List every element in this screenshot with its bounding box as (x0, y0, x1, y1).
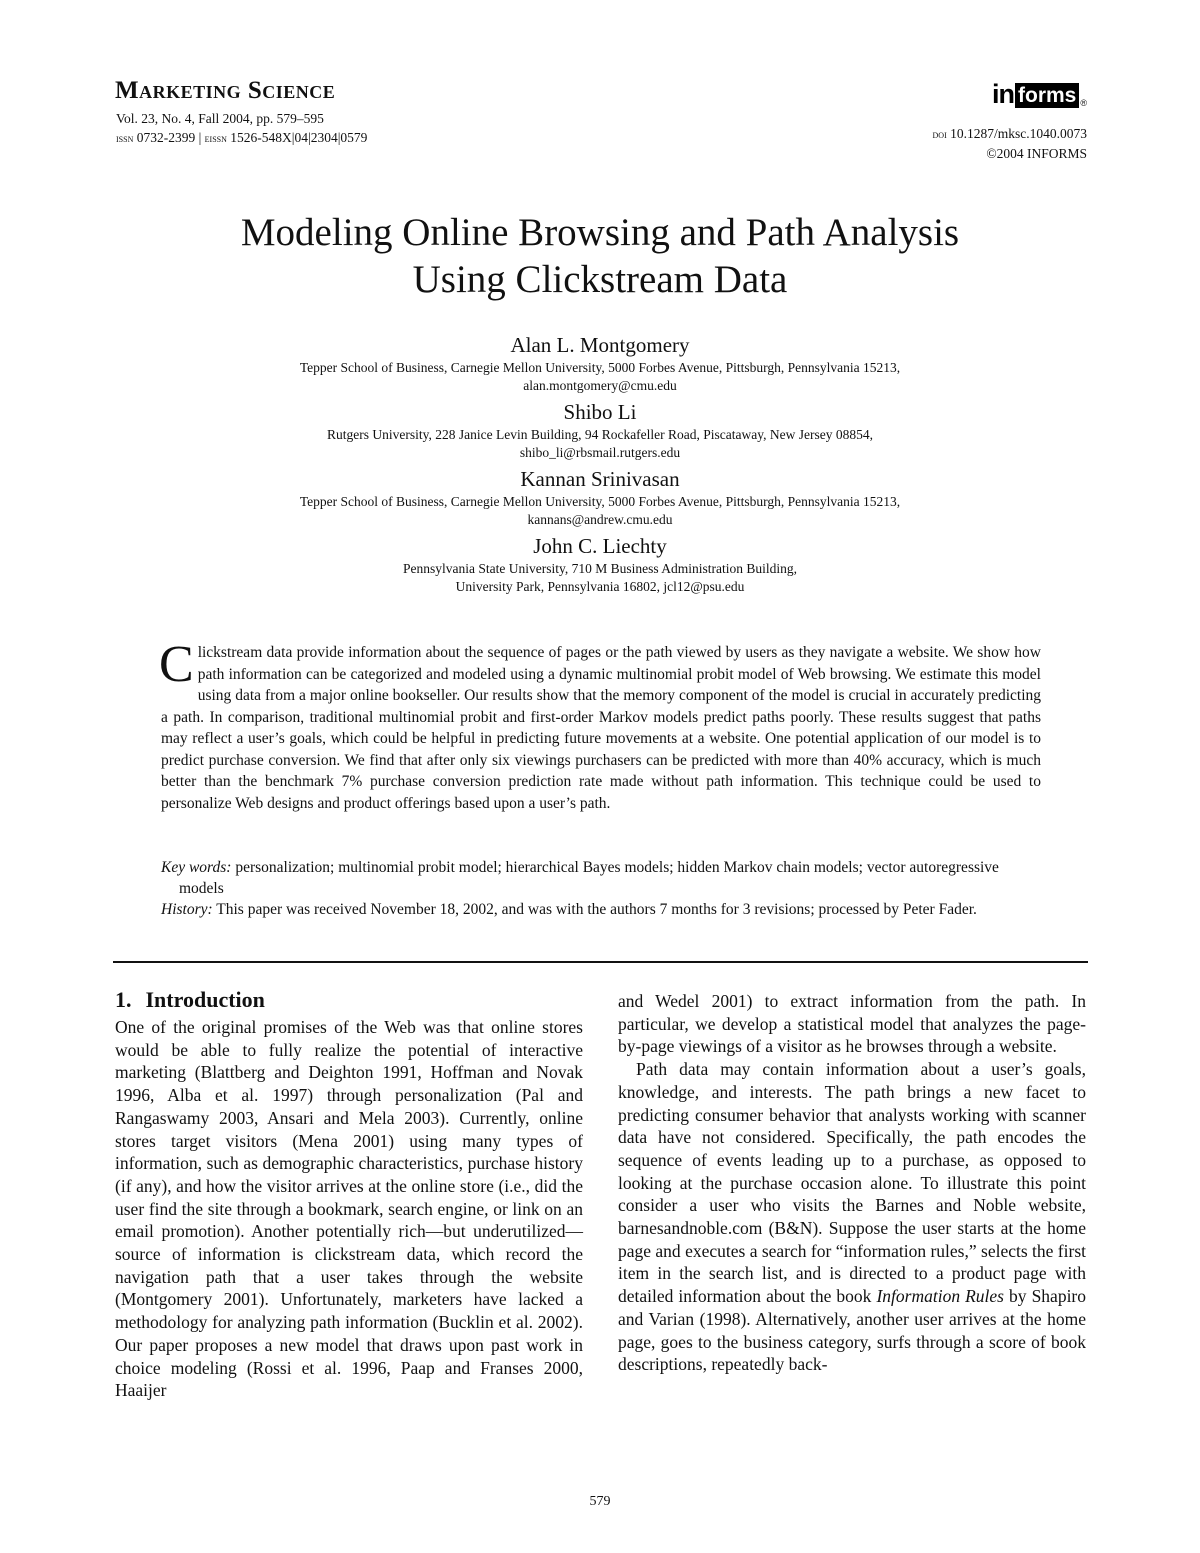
doi-line (933, 124, 1087, 144)
doi-label: doi (932, 127, 947, 141)
section-title: Introduction (145, 987, 265, 1012)
author-name: Alan L. Montgomery (510, 333, 690, 357)
body-paragraph (618, 1058, 1086, 1376)
author-name: John C. Liechty (533, 534, 667, 558)
author-block (150, 331, 1050, 395)
book-title: Information Rules (876, 1286, 1004, 1307)
body-paragraph: One of the original promises of the Web was that online stores would be able to fully realize the potential of interactive marketing (Blattberg and Deighton 1991, Hoffman and Novak 1996, Alba et al. 1997) through personalization (Pal and Rangaswamy 2003, Ansari and Mela 2003). Currently, online stores target visitors (Mena 2001) using many types of information, such as demographic characteristics, purchase history (if any), and how the visitor arrives at the online store (i.e., did the user find the site through a bookmark, search engine, or link on an email promotion). Another potentially rich—but underutilized—source of information is clickstream data, which record the navigation path that a user takes through the website (Montgomery 2001). Unfortunately, marketers have lacked a methodology for analyzing path information (Bucklin et al. 2002). Our paper proposes a new model that draws upon past work in choice modeling (Rossi et al. 1996, Paap and Franses 2000, Haaijer (115, 1017, 583, 1401)
title-line-2: Using Clickstream Data (412, 258, 788, 301)
abstract-dropcap: C (159, 636, 194, 693)
section-divider (113, 961, 1088, 963)
author-affiliation: Pennsylvania State University, 710 M Business Administration Building, (403, 561, 797, 576)
eissn-label: eissn (204, 131, 227, 145)
paragraph-text-a: Path data may contain information about a user’s goals, knowledge, and interests. The path brings a new facet to predicting consumer behavior that analysts working with scanner data have not considered. Specifically, the path encodes the sequence of events leading up to a purchase, as opposed to looking at the purchase occasion alone. To illustrate this point consider a user who visits the Barnes and Noble website, barnesandnoble.com (B&N). Suppose the user starts at the home page and executes a search for “information rules,” selects the first item in the search list, and is directed to a product page with detailed information about the book (618, 1059, 1086, 1307)
author-block (150, 532, 1050, 596)
history-text: This paper was received November 18, 2002, and was with the authors 7 months for 3 revisions; processed by Peter Fader. (216, 901, 977, 918)
logo-in: in (992, 79, 1014, 109)
author-block (150, 465, 1050, 529)
author-affiliation: Tepper School of Business, Carnegie Mellon University, 5000 Forbes Avenue, Pittsburgh, Pennsylvania 15213, (299, 360, 901, 375)
author-affiliation: Tepper School of Business, Carnegie Mellon University, 5000 Forbes Avenue, Pittsburgh, Pennsylvania 15213, (299, 494, 901, 509)
eissn-value: 1526-548X (230, 130, 292, 145)
issn-label: issn (116, 131, 134, 145)
issn-part-2: 2304 (310, 130, 338, 145)
author-name: Kannan Srinivasan (520, 467, 680, 491)
author-email: kannans@andrew.cmu.edu (527, 512, 673, 527)
title-line-1: Modeling Online Browsing and Path Analysis (240, 211, 960, 254)
logo-forms: forms (1015, 83, 1079, 108)
abstract-text: lickstream data provide information about the sequence of pages or the path viewed by users as they navigate a website. We show how path information can be categorized and modeled using a dynamic multinomial probit model of Web browsing. We estimate this model using data from a major online bookseller. Our results show that the memory component of the model is crucial in accurately predicting a path. In comparison, traditional multinomial probit and first-order Markov models predict paths poorly. These results suggest that paths may reflect a user’s goals, which could be helpful in predicting future movements at a website. One potential application of our model is to predict purchase conversion. We find that after only six viewings purchasers can be predicted with more than 40% accuracy, which is much better than the benchmark 7% purchase conversion prediction rate made without path information. This technique could be used to personalize Web designs and product offerings based upon a user’s path. (161, 644, 1041, 812)
issn-value: 0732-2399 (136, 130, 196, 145)
journal-name: Marketing Science (115, 77, 336, 104)
author-list (150, 331, 1050, 599)
page-number: 579 (589, 1494, 611, 1509)
paper-title (100, 209, 1100, 303)
section-number: 1. (115, 987, 132, 1012)
publication-info (116, 109, 367, 148)
logo-registered: ® (1080, 98, 1087, 108)
issn-line: issn 0732-2399 | eissn 1526-548X|04|2304|0579 (116, 130, 368, 145)
history-label: History: (161, 901, 213, 918)
keywords-label: Key words: (161, 859, 232, 876)
volume-line: Vol. 23, No. 4, Fall 2004, pp. 579–595 (116, 111, 324, 126)
author-block (150, 398, 1050, 462)
keywords-history (161, 857, 1041, 920)
keywords-text: personalization; multinomial probit model; hierarchical Bayes models; hidden Markov chain models; vector autoregressive models (179, 859, 999, 897)
left-column (115, 987, 583, 1402)
author-email: alan.montgomery@cmu.edu (523, 378, 677, 393)
informs-logo (992, 81, 1087, 108)
body-paragraph: and Wedel 2001) to extract information from the path. In particular, we develop a statistical model that analyzes the page-by-page viewings of a visitor as he browses through a website. (618, 991, 1086, 1057)
copyright: ©2004 INFORMS (986, 146, 1087, 161)
author-affiliation: Rutgers University, 228 Janice Levin Building, 94 Rockafeller Road, Piscataway, New Jersey 08854, (326, 427, 873, 442)
right-column (618, 990, 1086, 1376)
keywords (161, 857, 1041, 899)
history (161, 899, 1041, 920)
section-heading (115, 987, 583, 1013)
paragraph-text-b: by Shapiro and Varian (1998). Alternatively, another user arrives at the home page, goes to the business category, surfs through a score of book descriptions, repeatedly back- (618, 1286, 1087, 1375)
abstract (159, 636, 1041, 814)
issn-part-3: 0579 (340, 130, 368, 145)
doi-block (933, 124, 1087, 164)
doi-value: 10.1287/mksc.1040.0073 (950, 126, 1087, 141)
issn-part-1: 04 (294, 130, 308, 145)
author-affiliation-2: University Park, Pennsylvania 16802, jcl12@psu.edu (455, 579, 745, 594)
author-name: Shibo Li (563, 400, 637, 424)
author-email: shibo_li@rbsmail.rutgers.edu (519, 445, 681, 460)
